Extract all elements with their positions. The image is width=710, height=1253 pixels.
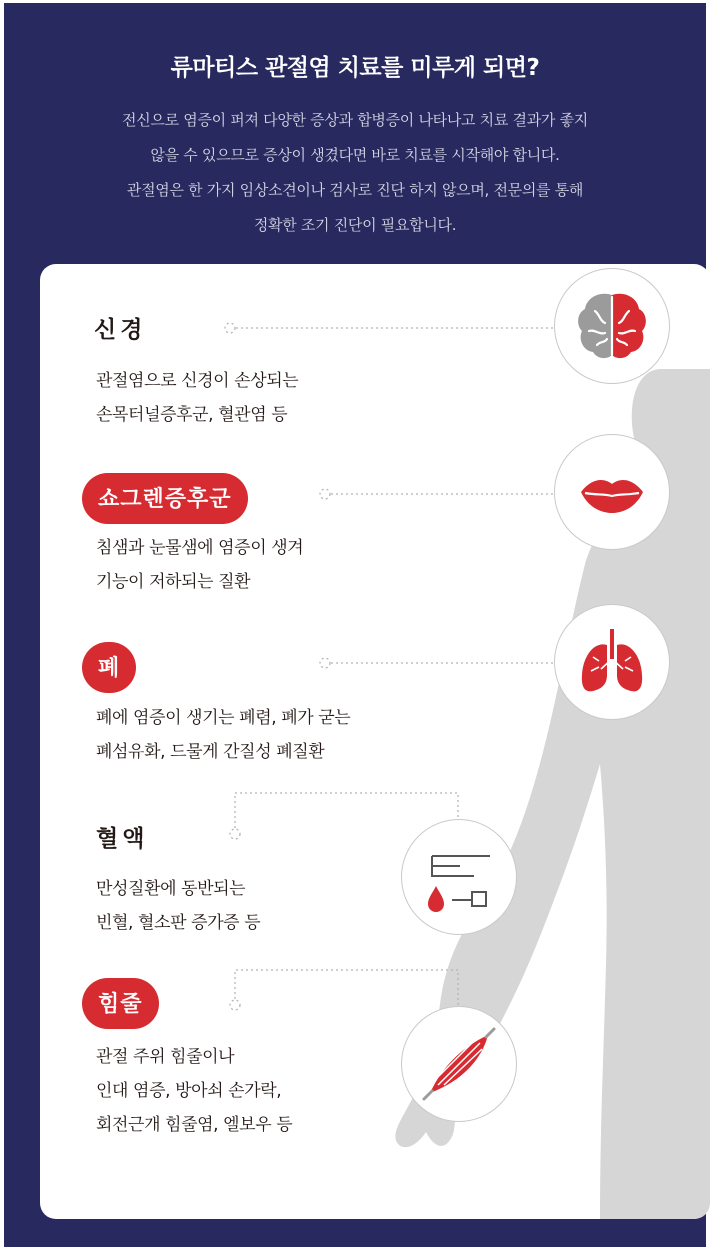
section-title-tendon: 힘줄 <box>82 978 159 1029</box>
lungs-icon <box>555 605 669 719</box>
intro-line: 정확한 조기 진단이 필요합니다. <box>253 216 457 234</box>
blood-test-icon <box>402 820 516 934</box>
brain-icon <box>555 269 669 383</box>
intro-line: 관절염은 한 가지 임상소견이나 검사로 진단 하지 않으며, 전문의를 통해 <box>126 181 584 199</box>
icon-circle-tendon <box>401 1006 517 1122</box>
icon-circle-nerve <box>554 268 670 384</box>
tendon-icon <box>402 1007 516 1121</box>
intro-text <box>44 103 666 243</box>
icon-circle-sjogren <box>554 434 670 550</box>
headline: 류마티스 관절염 치료를 미루게 되면? <box>170 55 540 81</box>
section-title-nerve: 신경 <box>94 317 147 343</box>
section-title-lung: 폐 <box>82 642 136 693</box>
intro-line: 않을 수 있으므로 증상이 생겼다면 바로 치료를 시작해야 합니다. <box>150 146 560 164</box>
section-title-sjogren: 쇼그렌증후군 <box>82 473 248 524</box>
section-desc-nerve: 관절염으로 신경이 손상되는 손목터널증후군, 혈관염 등 <box>96 371 299 425</box>
section-desc-blood: 만성질환에 동반되는 빈혈, 혈소판 증가증 등 <box>96 879 261 933</box>
lips-icon <box>555 435 669 549</box>
icon-circle-blood <box>401 819 517 935</box>
section-title-blood: 혈액 <box>96 826 149 852</box>
section-desc-lung: 폐에 염증이 생기는 폐렴, 폐가 굳는 폐섬유화, 드물게 간질성 폐질환 <box>96 708 351 762</box>
infographic <box>4 3 706 1247</box>
icon-circle-lung <box>554 604 670 720</box>
section-desc-sjogren: 침샘과 눈물샘에 염증이 생겨 기능이 저하되는 질환 <box>96 538 304 592</box>
intro-line: 전신으로 염증이 퍼져 다양한 증상과 합병증이 나타나고 치료 결과가 좋지 <box>122 111 588 129</box>
content-card <box>40 264 710 1219</box>
section-desc-tendon: 관절 주위 힘줄이나 인대 염증, 방아쇠 손가락, 회전근개 힘줄염, 엘보우 등 <box>96 1047 293 1135</box>
